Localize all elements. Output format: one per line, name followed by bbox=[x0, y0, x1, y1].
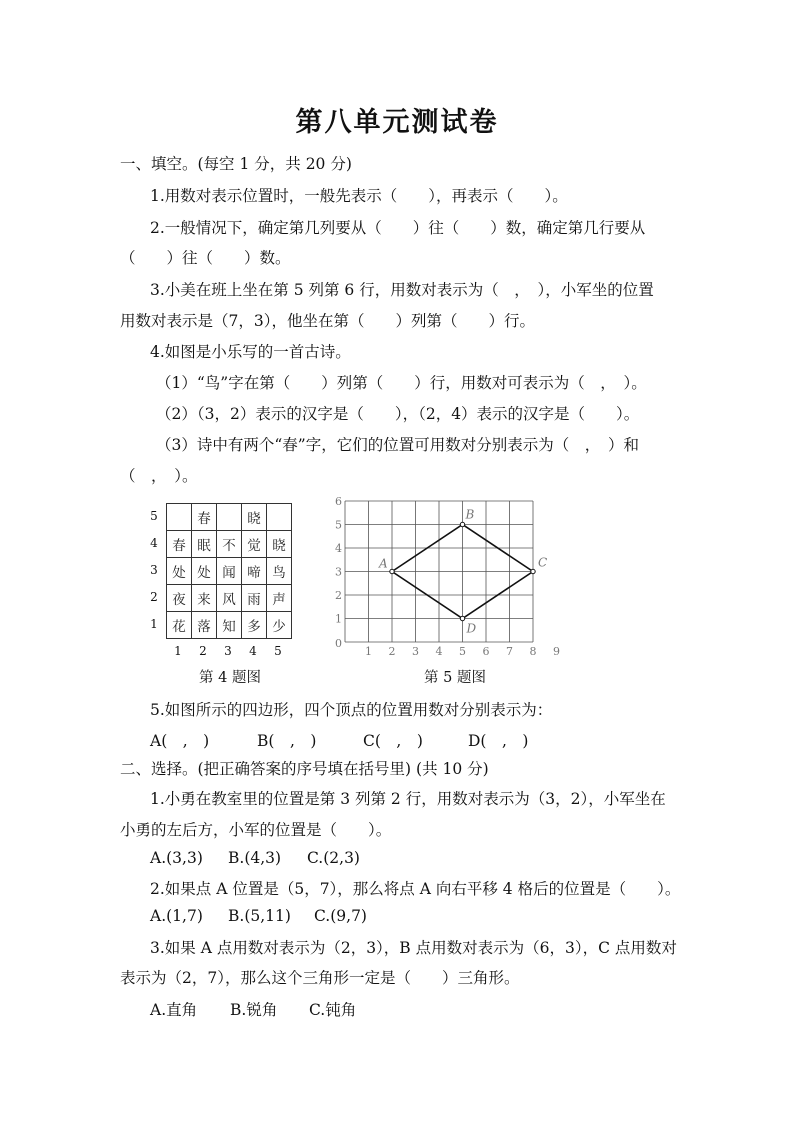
row-label: 5 bbox=[150, 509, 158, 523]
x-tick-label: 2 bbox=[388, 645, 396, 658]
s2-q3-line2: 表示为（2，7），那么这个三角形一定是（ ）三角形。 bbox=[120, 969, 520, 987]
q5-answer-b: B( , ) bbox=[257, 732, 317, 750]
grid-cell: 闻 bbox=[217, 558, 242, 585]
q5-answer-a: A( , ) bbox=[150, 732, 210, 750]
grid-cell: 少 bbox=[267, 612, 292, 639]
figure4-caption: 第 4 题图 bbox=[199, 670, 261, 686]
figure5-caption: 第 5 题图 bbox=[424, 670, 486, 686]
y-tick-label: 1 bbox=[335, 612, 342, 626]
vertex-label: D bbox=[466, 621, 477, 636]
page-title: 第八单元测试卷 bbox=[295, 107, 499, 138]
q2-text-line2: （ ）往（ ）数。 bbox=[120, 249, 291, 267]
grid-cell: 风 bbox=[217, 585, 242, 612]
col-label: 5 bbox=[274, 644, 282, 658]
grid-cell: 落 bbox=[192, 612, 217, 639]
x-tick-label: 7 bbox=[506, 645, 513, 658]
q4-sub1: （1）“鸟”字在第（ ）列第（ ）行，用数对可表示为（ ， ）。 bbox=[156, 374, 647, 392]
grid-cell: 处 bbox=[167, 558, 192, 585]
s2-q3-opt-c: C.钝角 bbox=[309, 1001, 357, 1019]
y-tick-label: 6 bbox=[335, 495, 342, 508]
grid-cell bbox=[267, 504, 292, 531]
row-label: 2 bbox=[150, 590, 158, 604]
q3-text-line1: 3.小美在班上坐在第 5 列第 6 行，用数对表示为（ ， ），小军坐的位置 bbox=[150, 281, 654, 299]
section2-heading: 二、选择。(把正确答案的序号填在括号里) (共 10 分) bbox=[120, 760, 489, 778]
grid-cell: 鸟 bbox=[267, 558, 292, 585]
q2-text-line1: 2.一般情况下，确定第几列要从（ ）往（ ）数，确定第几行要从 bbox=[150, 219, 646, 237]
q4-text: 4.如图是小乐写的一首古诗。 bbox=[150, 343, 351, 361]
s2-q1-opt-c: C.(2,3) bbox=[307, 849, 360, 867]
grid-cell: 晓 bbox=[242, 504, 267, 531]
poem-grid bbox=[166, 503, 292, 639]
grid-cell bbox=[167, 504, 192, 531]
s2-q1-opt-b: B.(4,3) bbox=[228, 849, 282, 867]
x-tick-label: 1 bbox=[365, 645, 372, 658]
s2-q3-line1: 3.如果 A 点用数对表示为（2，3），B 点用数对表示为（6，3），C 点用数对 bbox=[150, 939, 677, 957]
row-label: 1 bbox=[150, 617, 158, 631]
grid-cell: 知 bbox=[217, 612, 242, 639]
coordinate-grid bbox=[330, 492, 570, 662]
s2-q3-opt-b: B.锐角 bbox=[230, 1001, 278, 1019]
y-tick-label: 5 bbox=[335, 518, 342, 532]
row-label: 4 bbox=[150, 536, 158, 550]
grid-cell: 觉 bbox=[242, 531, 267, 558]
q3-text-line2: 用数对表示是（7，3），他坐在第（ ）列第（ ）行。 bbox=[120, 312, 535, 330]
grid-cell: 雨 bbox=[242, 585, 267, 612]
s2-q1-opt-a: A.(3,3) bbox=[150, 849, 203, 867]
s2-q1-line2: 小勇的左后方，小军的位置是（ ）。 bbox=[120, 821, 392, 839]
vertex-point bbox=[390, 569, 394, 573]
grid-cell: 处 bbox=[192, 558, 217, 585]
grid-cell: 啼 bbox=[242, 558, 267, 585]
x-tick-label: 6 bbox=[482, 645, 490, 658]
y-tick-label: 4 bbox=[335, 542, 342, 555]
row-label: 3 bbox=[150, 563, 158, 577]
grid-cell: 多 bbox=[242, 612, 267, 639]
vertex-point bbox=[531, 569, 535, 573]
s2-q1-line1: 1.小勇在教室里的位置是第 3 列第 2 行，用数对表示为（3，2），小军坐在 bbox=[150, 790, 666, 808]
q5-answer-c: C( , ) bbox=[363, 732, 423, 750]
grid-cell: 夜 bbox=[167, 585, 192, 612]
grid-cell: 眠 bbox=[192, 531, 217, 558]
vertex-label: B bbox=[465, 507, 475, 522]
vertex-label: C bbox=[538, 555, 548, 570]
x-tick-label: 9 bbox=[553, 645, 560, 658]
s2-q3-opt-a: A.直角 bbox=[150, 1001, 198, 1019]
x-tick-label: 3 bbox=[412, 645, 419, 658]
s2-q2-opt-a: A.(1,7) bbox=[150, 907, 203, 925]
q4-sub3-line1: （3）诗中有两个“春”字，它们的位置可用数对分别表示为（ ， ）和 bbox=[156, 436, 639, 454]
q5-answer-d: D( , ) bbox=[468, 732, 529, 750]
grid-cell bbox=[217, 504, 242, 531]
section1-heading: 一、填空。(每空 1 分，共 20 分) bbox=[120, 155, 352, 173]
grid-cell: 春 bbox=[167, 531, 192, 558]
col-label: 1 bbox=[174, 644, 182, 658]
s2-q2-opt-b: B.(5,11) bbox=[228, 907, 291, 925]
grid-cell: 晓 bbox=[267, 531, 292, 558]
x-tick-label: 8 bbox=[529, 645, 537, 658]
col-label: 4 bbox=[249, 644, 257, 658]
y-tick-label: 2 bbox=[335, 589, 342, 602]
grid-cell: 来 bbox=[192, 585, 217, 612]
origin-label: 0 bbox=[335, 637, 342, 650]
q4-sub3-line2: （ ， ）。 bbox=[120, 467, 198, 485]
grid-cell: 春 bbox=[192, 504, 217, 531]
y-tick-label: 3 bbox=[335, 565, 342, 579]
grid-cell: 声 bbox=[267, 585, 292, 612]
col-label: 2 bbox=[199, 644, 207, 658]
x-tick-label: 4 bbox=[435, 645, 443, 658]
vertex-point bbox=[460, 616, 464, 620]
vertex-point bbox=[460, 522, 464, 526]
q4-sub2: （2）（3，2）表示的汉字是（ ），（2，4）表示的汉字是（ ）。 bbox=[156, 405, 640, 423]
grid-cell: 不 bbox=[217, 531, 242, 558]
s2-q2-line1: 2.如果点 A 位置是（5，7），那么将点 A 向右平移 4 格后的位置是（ ）。 bbox=[150, 880, 681, 898]
q1-text: 1.用数对表示位置时，一般先表示（ ），再表示（ ）。 bbox=[150, 187, 568, 205]
x-tick-label: 5 bbox=[459, 645, 466, 658]
vertex-label: A bbox=[379, 556, 388, 571]
s2-q2-opt-c: C.(9,7) bbox=[314, 907, 367, 925]
col-label: 3 bbox=[224, 644, 232, 658]
grid-cell: 花 bbox=[167, 612, 192, 639]
q5-text: 5.如图所示的四边形，四个顶点的位置用数对分别表示为： bbox=[150, 701, 553, 719]
